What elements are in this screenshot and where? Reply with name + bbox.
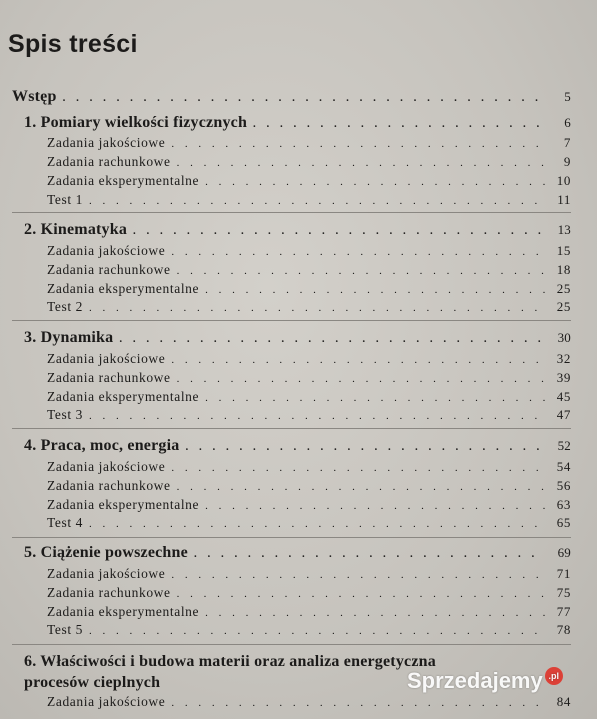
toc-page-number: 47	[556, 407, 571, 422]
toc-item	[0, 192, 597, 212]
toc-page-number: 71	[556, 566, 571, 581]
dot-leader	[89, 410, 545, 422]
toc-chapter	[0, 437, 597, 457]
dot-leader	[177, 481, 545, 493]
toc-page-number: 84	[556, 694, 571, 709]
section-divider	[12, 537, 571, 538]
toc-item	[0, 515, 597, 535]
toc-label: Zadania jakościowe	[47, 351, 166, 366]
dot-leader	[177, 588, 545, 600]
toc-page-number: 7	[563, 135, 571, 150]
toc-label: Zadania eksperymentalne	[47, 389, 200, 404]
section-divider	[12, 212, 571, 213]
toc-page-number: 10	[556, 173, 571, 188]
dot-leader	[205, 176, 545, 188]
toc-page-number: 65	[556, 515, 571, 530]
toc-label: 2. Kinematyka	[24, 221, 128, 238]
toc-label: Zadania rachunkowe	[47, 370, 171, 385]
toc-label: Zadania jakościowe	[47, 135, 166, 150]
toc-label: Test 2	[47, 299, 84, 314]
dot-leader	[177, 265, 545, 277]
dot-leader	[205, 284, 545, 296]
toc-page-number: 30	[557, 330, 571, 345]
toc-label: Zadania eksperymentalne	[47, 173, 200, 188]
dot-leader	[205, 392, 545, 404]
toc-page-number: 52	[557, 438, 571, 453]
toc-item	[0, 135, 597, 155]
section-divider	[12, 428, 571, 429]
toc-item	[0, 604, 597, 624]
toc-item	[0, 585, 597, 605]
toc-page-number: 45	[556, 389, 571, 404]
dot-leader	[205, 500, 545, 512]
toc-label: 1. Pomiary wielkości fizycznych	[24, 114, 248, 131]
toc-label-line1: 6. Właściwości i budowa materii oraz analiza energetyczna	[24, 653, 436, 670]
toc-label: Zadania rachunkowe	[47, 154, 171, 169]
toc-chapter	[0, 114, 597, 134]
toc-item	[0, 299, 597, 319]
toc-page-number: 56	[556, 478, 571, 493]
dot-leader	[89, 302, 545, 314]
dot-leader	[177, 157, 545, 169]
toc-page-number: 77	[556, 604, 571, 619]
dot-leader	[133, 225, 545, 237]
toc-label: Test 3	[47, 407, 84, 422]
watermark-logo	[407, 668, 563, 694]
toc-label: Test 1	[47, 192, 84, 207]
toc-item	[0, 243, 597, 263]
toc-page-number: 39	[556, 370, 571, 385]
toc-label: 3. Dynamika	[24, 329, 114, 346]
toc-page-number: 6	[564, 115, 571, 130]
toc-label-line2: procesów cieplnych	[24, 674, 161, 691]
toc-page-number: 15	[556, 243, 571, 258]
section-divider	[12, 644, 571, 645]
toc-label: 5. Ciążenie powszechne	[24, 544, 188, 561]
dot-leader	[171, 569, 545, 581]
toc-page-number: 18	[556, 262, 571, 277]
toc-item	[0, 389, 597, 409]
toc-item	[0, 154, 597, 174]
toc-label: Zadania eksperymentalne	[47, 497, 200, 512]
toc-label: 4. Praca, moc, energia	[24, 437, 180, 454]
watermark-badge: .pl	[545, 667, 563, 685]
toc-item	[0, 351, 597, 371]
toc-page-number: 75	[556, 585, 571, 600]
toc-chapter	[0, 544, 597, 564]
toc-label: Zadania rachunkowe	[47, 478, 171, 493]
dot-leader	[194, 548, 545, 560]
toc-page-number: 13	[557, 222, 571, 237]
toc-label: Zadania jakościowe	[47, 566, 166, 581]
toc-chapter	[0, 221, 597, 241]
toc-page-number: 63	[556, 497, 571, 512]
toc-label: Zadania eksperymentalne	[47, 281, 200, 296]
toc-item	[0, 459, 597, 479]
toc-item	[0, 622, 597, 642]
page-title: Spis treści	[8, 30, 138, 58]
dot-leader	[171, 354, 545, 366]
toc-page-number: 32	[556, 351, 571, 366]
dot-leader	[89, 625, 545, 637]
toc-label: Test 5	[47, 622, 84, 637]
toc-item	[0, 262, 597, 282]
dot-leader	[119, 333, 545, 345]
dot-leader	[171, 697, 545, 709]
toc-item	[0, 694, 597, 714]
dot-leader	[63, 92, 545, 104]
dot-leader	[177, 373, 545, 385]
toc-item	[0, 173, 597, 193]
toc-item	[0, 281, 597, 301]
section-divider	[12, 320, 571, 321]
dot-leader	[171, 462, 545, 474]
dot-leader	[89, 195, 545, 207]
toc-page-number: 78	[556, 622, 571, 637]
toc-label: Test 4	[47, 515, 84, 530]
toc-page-number: 11	[557, 192, 571, 207]
toc-chapter	[0, 329, 597, 349]
toc-page-number: 9	[563, 154, 571, 169]
toc-page-number: 5	[564, 89, 571, 104]
dot-leader	[185, 441, 545, 453]
toc-label: Zadania rachunkowe	[47, 585, 171, 600]
toc-page-number: 25	[556, 281, 571, 296]
toc-label: Zadania jakościowe	[47, 694, 166, 709]
toc-item	[0, 497, 597, 517]
toc-page-number: 69	[557, 545, 571, 560]
watermark-text: Sprzedajemy	[407, 668, 543, 693]
toc-label: Zadania rachunkowe	[47, 262, 171, 277]
toc-item	[0, 407, 597, 427]
toc-item	[0, 370, 597, 390]
toc-page-number: 54	[556, 459, 571, 474]
toc-page-number: 25	[556, 299, 571, 314]
toc-label: Zadania jakościowe	[47, 459, 166, 474]
dot-leader	[253, 118, 545, 130]
toc-label: Wstęp	[12, 88, 57, 105]
dot-leader	[171, 138, 545, 150]
toc-label: Zadania eksperymentalne	[47, 604, 200, 619]
toc-label: Zadania jakościowe	[47, 243, 166, 258]
dot-leader	[89, 518, 545, 530]
dot-leader	[171, 246, 545, 258]
toc-item	[0, 566, 597, 586]
toc-intro	[0, 88, 597, 108]
toc-item	[0, 478, 597, 498]
dot-leader	[205, 607, 545, 619]
